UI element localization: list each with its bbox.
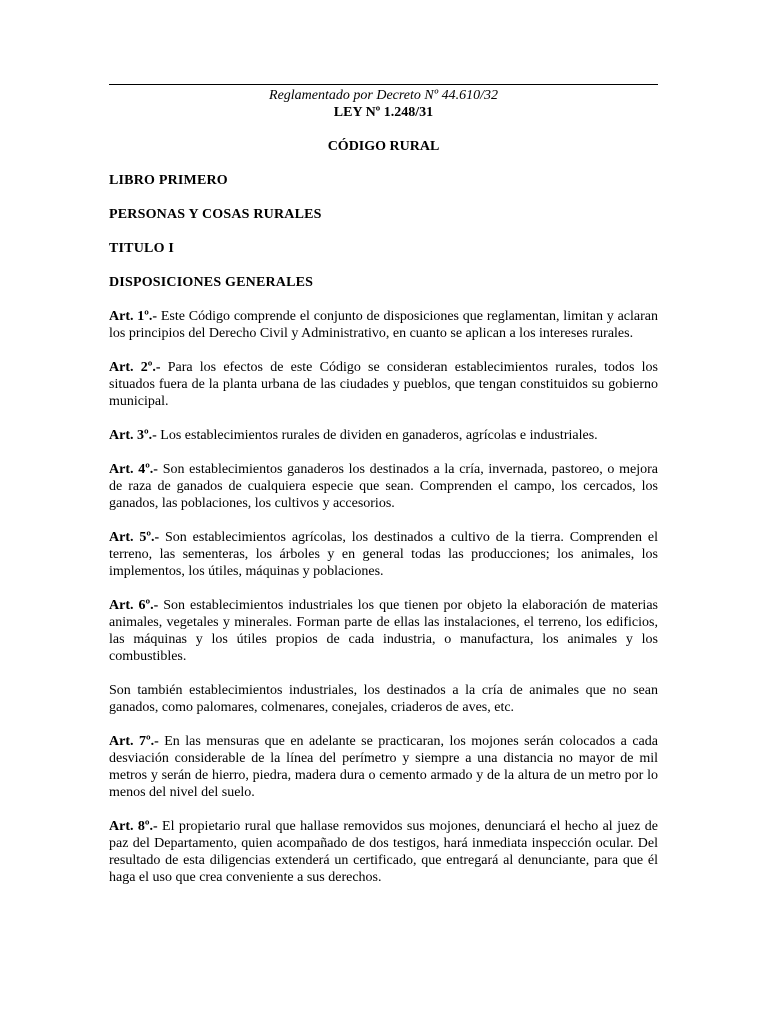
article-text: Son establecimientos ganaderos los destinados a la cría, invernada, pastoreo, o mejora de raza de ganados de cualquiera especie que sean. Comprenden el campo, los cercados, los ganados, las poblaciones, los cultivos y accesorios.: [109, 462, 658, 511]
article-label: Art. 6º.-: [109, 598, 159, 613]
article-label: Art. 1º.-: [109, 309, 158, 324]
decree-note: Reglamentado por Decreto Nº 44.610/32: [269, 88, 498, 103]
article-text: Son establecimientos industriales los que tienen por objeto la elaboración de materias animales, vegetales y minerales. Forman parte de ellas las instalaciones, el terreno, los edificios, las máquinas y los útiles propios de cada industria, o manufactura, los animales y los combustibles.: [109, 598, 658, 664]
article-7: [109, 733, 658, 801]
article-8: [109, 818, 658, 886]
top-rule: [109, 84, 658, 85]
article-label: Art. 8º.-: [109, 819, 158, 834]
article-2: [109, 359, 658, 410]
law-number: LEY Nº 1.248/31: [333, 105, 434, 120]
article-6-continuation: [109, 682, 658, 716]
book-subject-heading: PERSONAS Y COSAS RURALES: [109, 207, 322, 222]
document-page: [109, 84, 658, 900]
book-heading: LIBRO PRIMERO: [109, 173, 228, 188]
article-text: Son también establecimientos industriales, los destinados a la cría de animales que no sean ganados, como palomares, colmenares, conejales, criaderos de aves, etc.: [109, 683, 658, 715]
article-5: [109, 529, 658, 580]
article-text: Este Código comprende el conjunto de disposiciones que reglamentan, limitan y aclaran los principios del Derecho Civil y Administrativo, en cuanto se aplican a los intereses rurales.: [109, 309, 658, 341]
article-6: [109, 597, 658, 665]
article-label: Art. 4º.-: [109, 462, 158, 477]
title-subject-heading: DISPOSICIONES GENERALES: [109, 275, 314, 290]
article-text: Los establecimientos rurales de dividen en ganaderos, agrícolas e industriales.: [156, 428, 598, 443]
article-4: [109, 461, 658, 512]
title-heading: TITULO I: [109, 241, 175, 256]
article-text: Para los efectos de este Código se consideran establecimientos rurales, todos los situados fuera de la planta urbana de las ciudades y pueblos, que tengan constituidos su gobierno municipal.: [109, 360, 658, 409]
article-text: En las mensuras que en adelante se practicaran, los mojones serán colocados a cada desviación considerable de la línea del perímetro y siempre a una distancia no mayor de mil metros y serán de hierro, piedra, madera dura o cemento armado y de la altura de un metro por lo menos del nivel del suelo.: [109, 734, 658, 800]
article-label: Art. 5º.-: [109, 530, 160, 545]
article-text: Son establecimientos agrícolas, los destinados a cultivo de la tierra. Comprenden el terreno, las sementeras, los árboles y en general todas las producciones; los animales, los implementos, los útiles, máquinas y poblaciones.: [109, 530, 658, 579]
article-label: Art. 3º.-: [109, 428, 157, 443]
code-title: CÓDIGO RURAL: [327, 139, 440, 154]
article-3: [109, 427, 658, 444]
article-text: El propietario rural que hallase removidos sus mojones, denunciará el hecho al juez de paz del Departamento, quien acompañado de dos testigos, hará inmediata inspección ocular. Del resultado de esta diligencias extenderá un certificado, que entregará al denunciante, para que él haga el uso que crea conveniente a sus derechos.: [109, 819, 658, 885]
article-1: [109, 308, 658, 342]
article-label: Art. 2º.-: [109, 360, 161, 375]
article-label: Art. 7º.-: [109, 734, 159, 749]
